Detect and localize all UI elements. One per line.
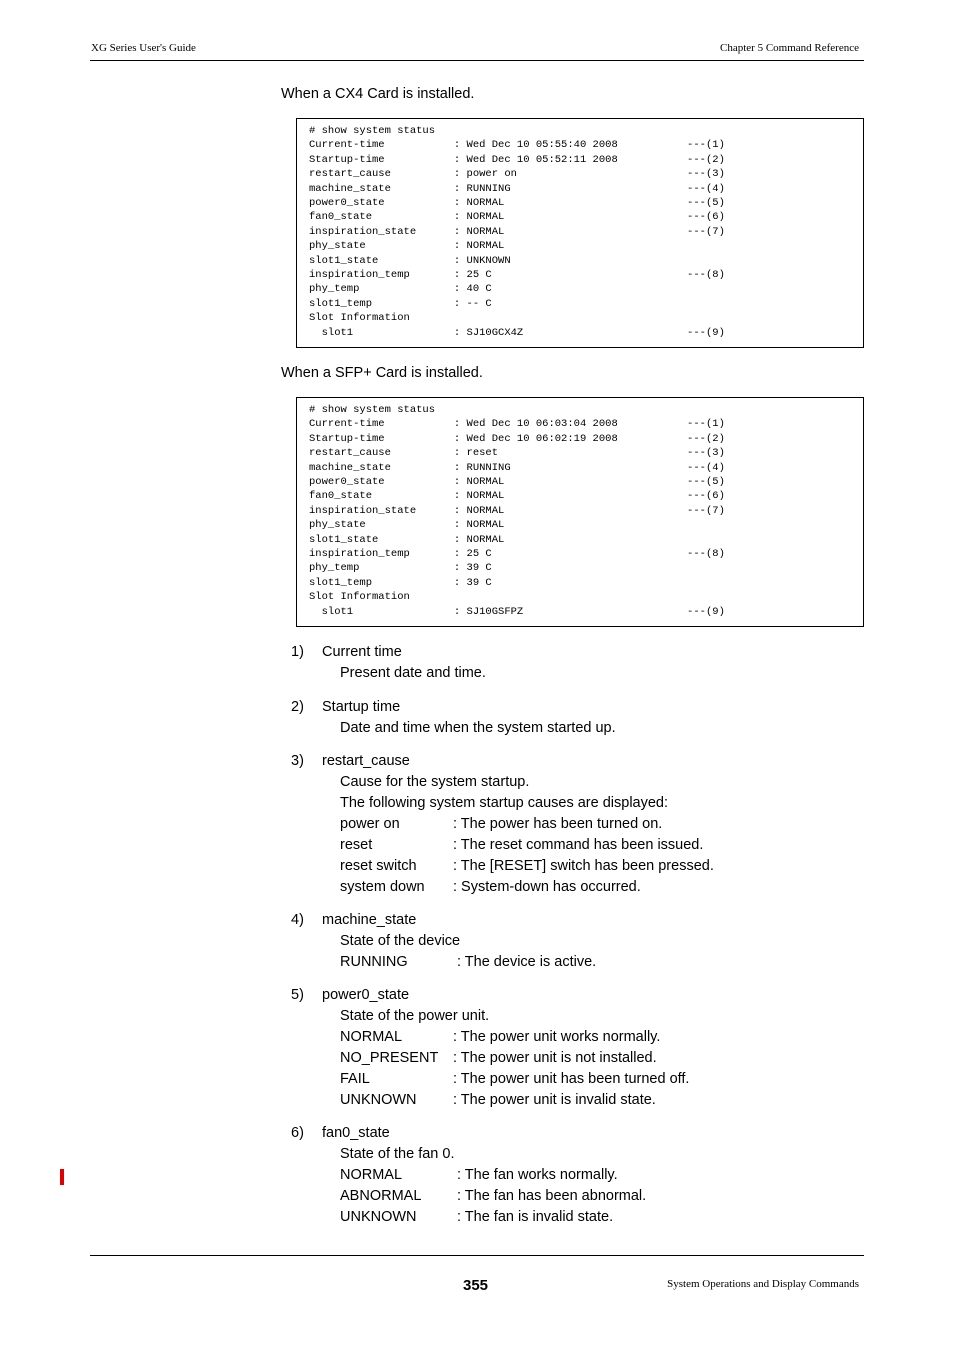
definition-row <box>340 1027 689 1048</box>
item-number: 5) <box>291 987 304 1003</box>
item-description: State of the device <box>340 933 461 949</box>
item-description: Present date and time. <box>340 665 486 681</box>
item-description: Cause for the system startup. <box>340 774 530 790</box>
sfp-command-output: # show system status Current-time : Wed Dec 10 06:03:04 2008 ---(1) Startup-time : Wed Dec 10 06:02:19 2008 ---(2) restart_cause : reset ---(3) machine_state : RUNNING ---(4) power0_state : NORMAL ---(5) fan0_state : NORMAL ---(6) inspiration_state : NORMAL ---(7) phy_state : NORMAL slot1_state : NORMAL inspiration_temp : 25 C ---(8) phy_temp : 39 C slot1_temp : 39 C Slot Information slot1 : SJ10GSFPZ ---(9) <box>309 404 725 618</box>
list-item-machine-state <box>291 910 596 973</box>
definition-text: : The fan works normally. <box>457 1167 618 1183</box>
definition-term: RUNNING <box>340 954 408 970</box>
definition-text: : The power unit is not installed. <box>453 1050 657 1066</box>
definition-term: FAIL <box>340 1071 370 1087</box>
item-description: State of the fan 0. <box>340 1146 455 1162</box>
sfp-caption: When a SFP+ Card is installed. <box>281 365 483 381</box>
definition-text: : The reset command has been issued. <box>453 837 704 853</box>
definition-row <box>340 856 714 877</box>
list-item-fan0-state <box>291 1123 646 1228</box>
item-title: power0_state <box>322 987 410 1003</box>
list-item-restart-cause <box>291 751 714 898</box>
running-header-left: XG Series User's Guide <box>91 42 196 54</box>
item-title: fan0_state <box>322 1125 390 1141</box>
definition-term: ABNORMAL <box>340 1188 422 1204</box>
definition-row <box>340 1207 646 1228</box>
definition-text: : The power unit has been turned off. <box>453 1071 690 1087</box>
definition-term: system down <box>340 879 425 895</box>
running-header-right: Chapter 5 Command Reference <box>720 42 859 54</box>
definition-row <box>340 877 714 898</box>
header-rule <box>90 60 864 61</box>
cx4-code-box <box>296 118 864 348</box>
item-title: Current time <box>322 644 402 660</box>
definition-text: : The fan has been abnormal. <box>457 1188 647 1204</box>
item-number: 4) <box>291 912 304 928</box>
list-item-startup-time <box>291 697 616 739</box>
item-number: 2) <box>291 699 304 715</box>
definition-term: UNKNOWN <box>340 1209 417 1225</box>
definition-term: NORMAL <box>340 1029 403 1045</box>
change-bar-marker <box>60 1169 64 1185</box>
definition-row <box>340 1165 646 1186</box>
definition-row <box>340 1090 689 1111</box>
item-number: 1) <box>291 644 304 660</box>
cx4-caption: When a CX4 Card is installed. <box>281 86 475 102</box>
item-title: Startup time <box>322 699 401 715</box>
definition-term: UNKNOWN <box>340 1092 417 1108</box>
definition-text: : System-down has occurred. <box>453 879 641 895</box>
list-item-power0-state <box>291 985 689 1111</box>
item-number: 3) <box>291 753 304 769</box>
definition-text: : The power unit is invalid state. <box>453 1092 656 1108</box>
page-number: 355 <box>463 1277 489 1294</box>
definition-text: : The device is active. <box>457 954 597 970</box>
definition-row <box>340 1186 646 1207</box>
item-description: The following system startup causes are displayed: <box>340 795 669 811</box>
definition-text: : The power unit works normally. <box>453 1029 661 1045</box>
sfp-code-box <box>296 397 864 627</box>
definition-row <box>340 814 714 835</box>
definition-text: : The [RESET] switch has been pressed. <box>453 858 714 874</box>
definition-row <box>340 835 714 856</box>
running-footer-right: System Operations and Display Commands <box>667 1278 859 1290</box>
footer-rule <box>90 1255 864 1256</box>
item-number: 6) <box>291 1125 304 1141</box>
definition-term: reset switch <box>340 858 417 874</box>
item-title: machine_state <box>322 912 417 928</box>
definition-term: reset <box>340 837 373 853</box>
item-description: Date and time when the system started up. <box>340 720 616 736</box>
definition-term: NORMAL <box>340 1167 403 1183</box>
definition-text: : The fan is invalid state. <box>457 1209 614 1225</box>
item-description: State of the power unit. <box>340 1008 490 1024</box>
cx4-command-output: # show system status Current-time : Wed Dec 10 05:55:40 2008 ---(1) Startup-time : Wed Dec 10 05:52:11 2008 ---(2) restart_cause : power on ---(3) machine_state : RUNNING ---(4) power0_state : NORMAL ---(5) fan0_state : NORMAL ---(6) inspiration_state : NORMAL ---(7) phy_state : NORMAL slot1_state : UNKNOWN inspiration_temp : 25 C ---(8) phy_temp : 40 C slot1_temp : -- C Slot Information slot1 : SJ10GCX4Z ---(9) <box>309 125 725 339</box>
item-title: restart_cause <box>322 753 410 769</box>
definition-row <box>340 1048 689 1069</box>
definition-row <box>340 1069 689 1090</box>
definition-term: power on <box>340 816 400 832</box>
list-item-current-time <box>291 642 486 684</box>
definition-row <box>340 952 596 973</box>
definition-text: : The power has been turned on. <box>453 816 663 832</box>
definition-term: NO_PRESENT <box>340 1050 439 1066</box>
